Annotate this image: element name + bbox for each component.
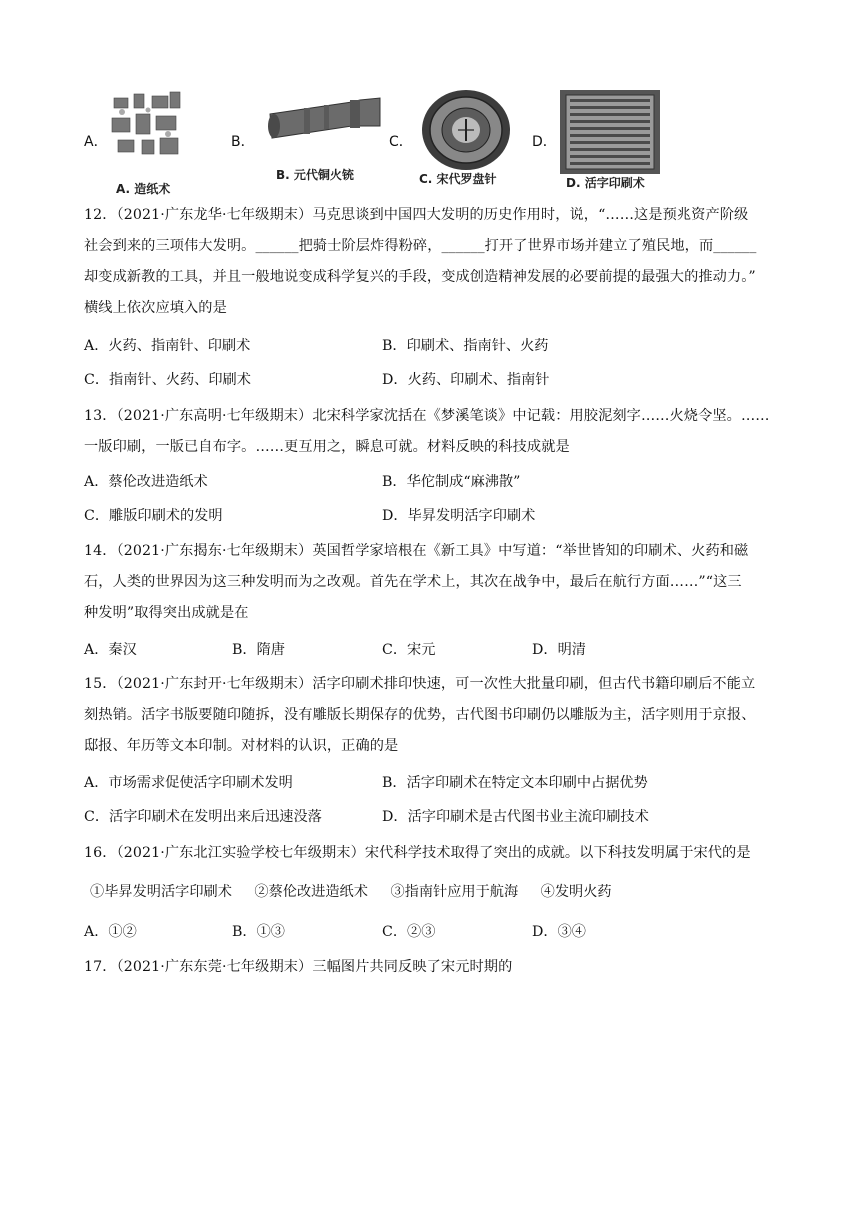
question-14-option-b[interactable]: B．隋唐 (232, 642, 285, 658)
question-14-options (84, 635, 804, 666)
question-12-option-c[interactable]: C．指南针、火药、印刷术 (84, 372, 251, 388)
question-16-line: 16．（2021·广东北江实验学校七年级期末）宋代科学技术取得了突出的成就。以下科技发明属于宋代的是 (84, 845, 751, 861)
question-15-options-row-2 (84, 802, 804, 833)
question-17-line: 17．（2021·广东东莞·七年级期末）三幅图片共同反映了宋元时期的 (84, 959, 513, 975)
question-14-line: 14．（2021·广东揭东·七年级期末）英国哲学家培根在《新工具》中写道：“举世皆知的印刷术、火药和磁 (84, 543, 749, 559)
question-16-statement: ①毕昇发明活字印刷术 (90, 884, 232, 900)
question-15-options-row-1 (84, 768, 804, 799)
papermaking-illustration (108, 90, 186, 170)
option-c-letter: C． (389, 134, 413, 150)
question-13-line: 13．（2021·广东高明·七年级期末）北宋科学家沈括在《梦溪笔谈》中记载：用胶泥刻字……火烧令坚。…… (84, 408, 770, 424)
question-16-statement: ④发明火药 (540, 884, 612, 900)
question-12-option-d[interactable]: D．火药、印刷术、指南针 (382, 372, 550, 388)
question-16 (84, 838, 794, 869)
question-16-option-b[interactable]: B．①③ (232, 924, 285, 940)
option-a-caption: A. 造纸术 (116, 182, 171, 196)
option-b-caption: B. 元代铜火铳 (276, 168, 354, 182)
question-14-line: 种发明”取得突出成就是在 (84, 605, 249, 621)
question-12-line: 12．（2021·广东龙华·七年级期末）马克思谈到中国四大发明的历史作用时，说，“……这是预兆资产阶级 (84, 207, 749, 223)
image-options-row (0, 88, 860, 198)
question-14-option-a[interactable]: A．秦汉 (84, 642, 137, 658)
option-a-letter: A． (84, 134, 108, 150)
question-16-statement: ②蔡伦改进造纸术 (254, 884, 368, 900)
question-13-option-a[interactable]: A．蔡伦改进造纸术 (84, 474, 208, 490)
question-15-option-c[interactable]: C．活字印刷术在发明出来后迅速没落 (84, 809, 322, 825)
bronze-gun-photo (264, 92, 382, 156)
question-15-option-b[interactable]: B．活字印刷术在特定文本印刷中占据优势 (382, 775, 648, 791)
question-13-option-c[interactable]: C．雕版印刷术的发明 (84, 508, 223, 524)
question-12-options-row-2 (84, 365, 804, 396)
option-d-letter: D． (532, 134, 557, 150)
question-13-option-b[interactable]: B．华佗制成“麻沸散” (382, 474, 521, 490)
question-14-line: 石，人类的世界因为这三种发明而为之改观。首先在学术上，其次在战争中，最后在航行方面……”“这三 (84, 574, 742, 590)
question-12-line: 社会到来的三项伟大发明。______把骑士阶层炸得粉碎，______打开了世界市场并建立了殖民地，而______ (84, 238, 757, 254)
movable-type-photo (560, 90, 660, 174)
question-12-line: 却变成新教的工具，并且一般地说变成科学复兴的手段，变成创造精神发展的必要前提的最强大的推动力。” (84, 269, 756, 285)
question-16-statements (90, 877, 630, 908)
question-15-option-a[interactable]: A．市场需求促使活字印刷术发明 (84, 775, 293, 791)
question-15-line: 邸报、年历等文本印制。对材料的认识，正确的是 (84, 738, 399, 754)
question-12-options-row-1 (84, 331, 804, 362)
question-12 (84, 200, 794, 324)
question-15-option-d[interactable]: D．活字印刷术是古代图书业主流印刷技术 (382, 809, 649, 825)
question-13-line: 一版印刷，一版已自布字。……更互用之，瞬息可就。材料反映的科技成就是 (84, 439, 570, 455)
question-15-line: 15．（2021·广东封开·七年级期末）活字印刷术排印快速，可一次性大批量印刷，但古代书籍印刷后不能立 (84, 676, 756, 692)
question-14-option-c[interactable]: C．宋元 (382, 642, 436, 658)
question-16-option-a[interactable]: A．①② (84, 924, 137, 940)
compass-photo (420, 88, 512, 174)
question-16-option-d[interactable]: D．③④ (532, 924, 586, 940)
question-15-line: 刻热销。活字书版要随印随拆，没有雕版长期保存的优势，古代图书印刷仍以雕版为主，活字则用于京报、 (84, 707, 756, 723)
option-d-caption: D. 活字印刷术 (566, 176, 645, 190)
question-16-statement: ③指南针应用于航海 (390, 884, 519, 900)
option-c-caption: C. 宋代罗盘针 (419, 172, 497, 186)
question-13-option-d[interactable]: D．毕昇发明活字印刷术 (382, 508, 536, 524)
option-b-letter: B． (231, 134, 255, 150)
question-12-option-b[interactable]: B．印刷术、指南针、火药 (382, 338, 549, 354)
question-12-line: 横线上依次应填入的是 (84, 300, 227, 316)
question-12-option-a[interactable]: A．火药、指南针、印刷术 (84, 338, 251, 354)
question-16-options (84, 917, 804, 948)
question-13-options-row-1 (84, 467, 804, 498)
question-15 (84, 669, 794, 762)
question-13-options-row-2 (84, 501, 804, 532)
question-13 (84, 401, 794, 463)
question-17 (84, 952, 794, 983)
question-14-option-d[interactable]: D．明清 (532, 642, 586, 658)
question-14 (84, 536, 794, 629)
question-16-option-c[interactable]: C．②③ (382, 924, 436, 940)
